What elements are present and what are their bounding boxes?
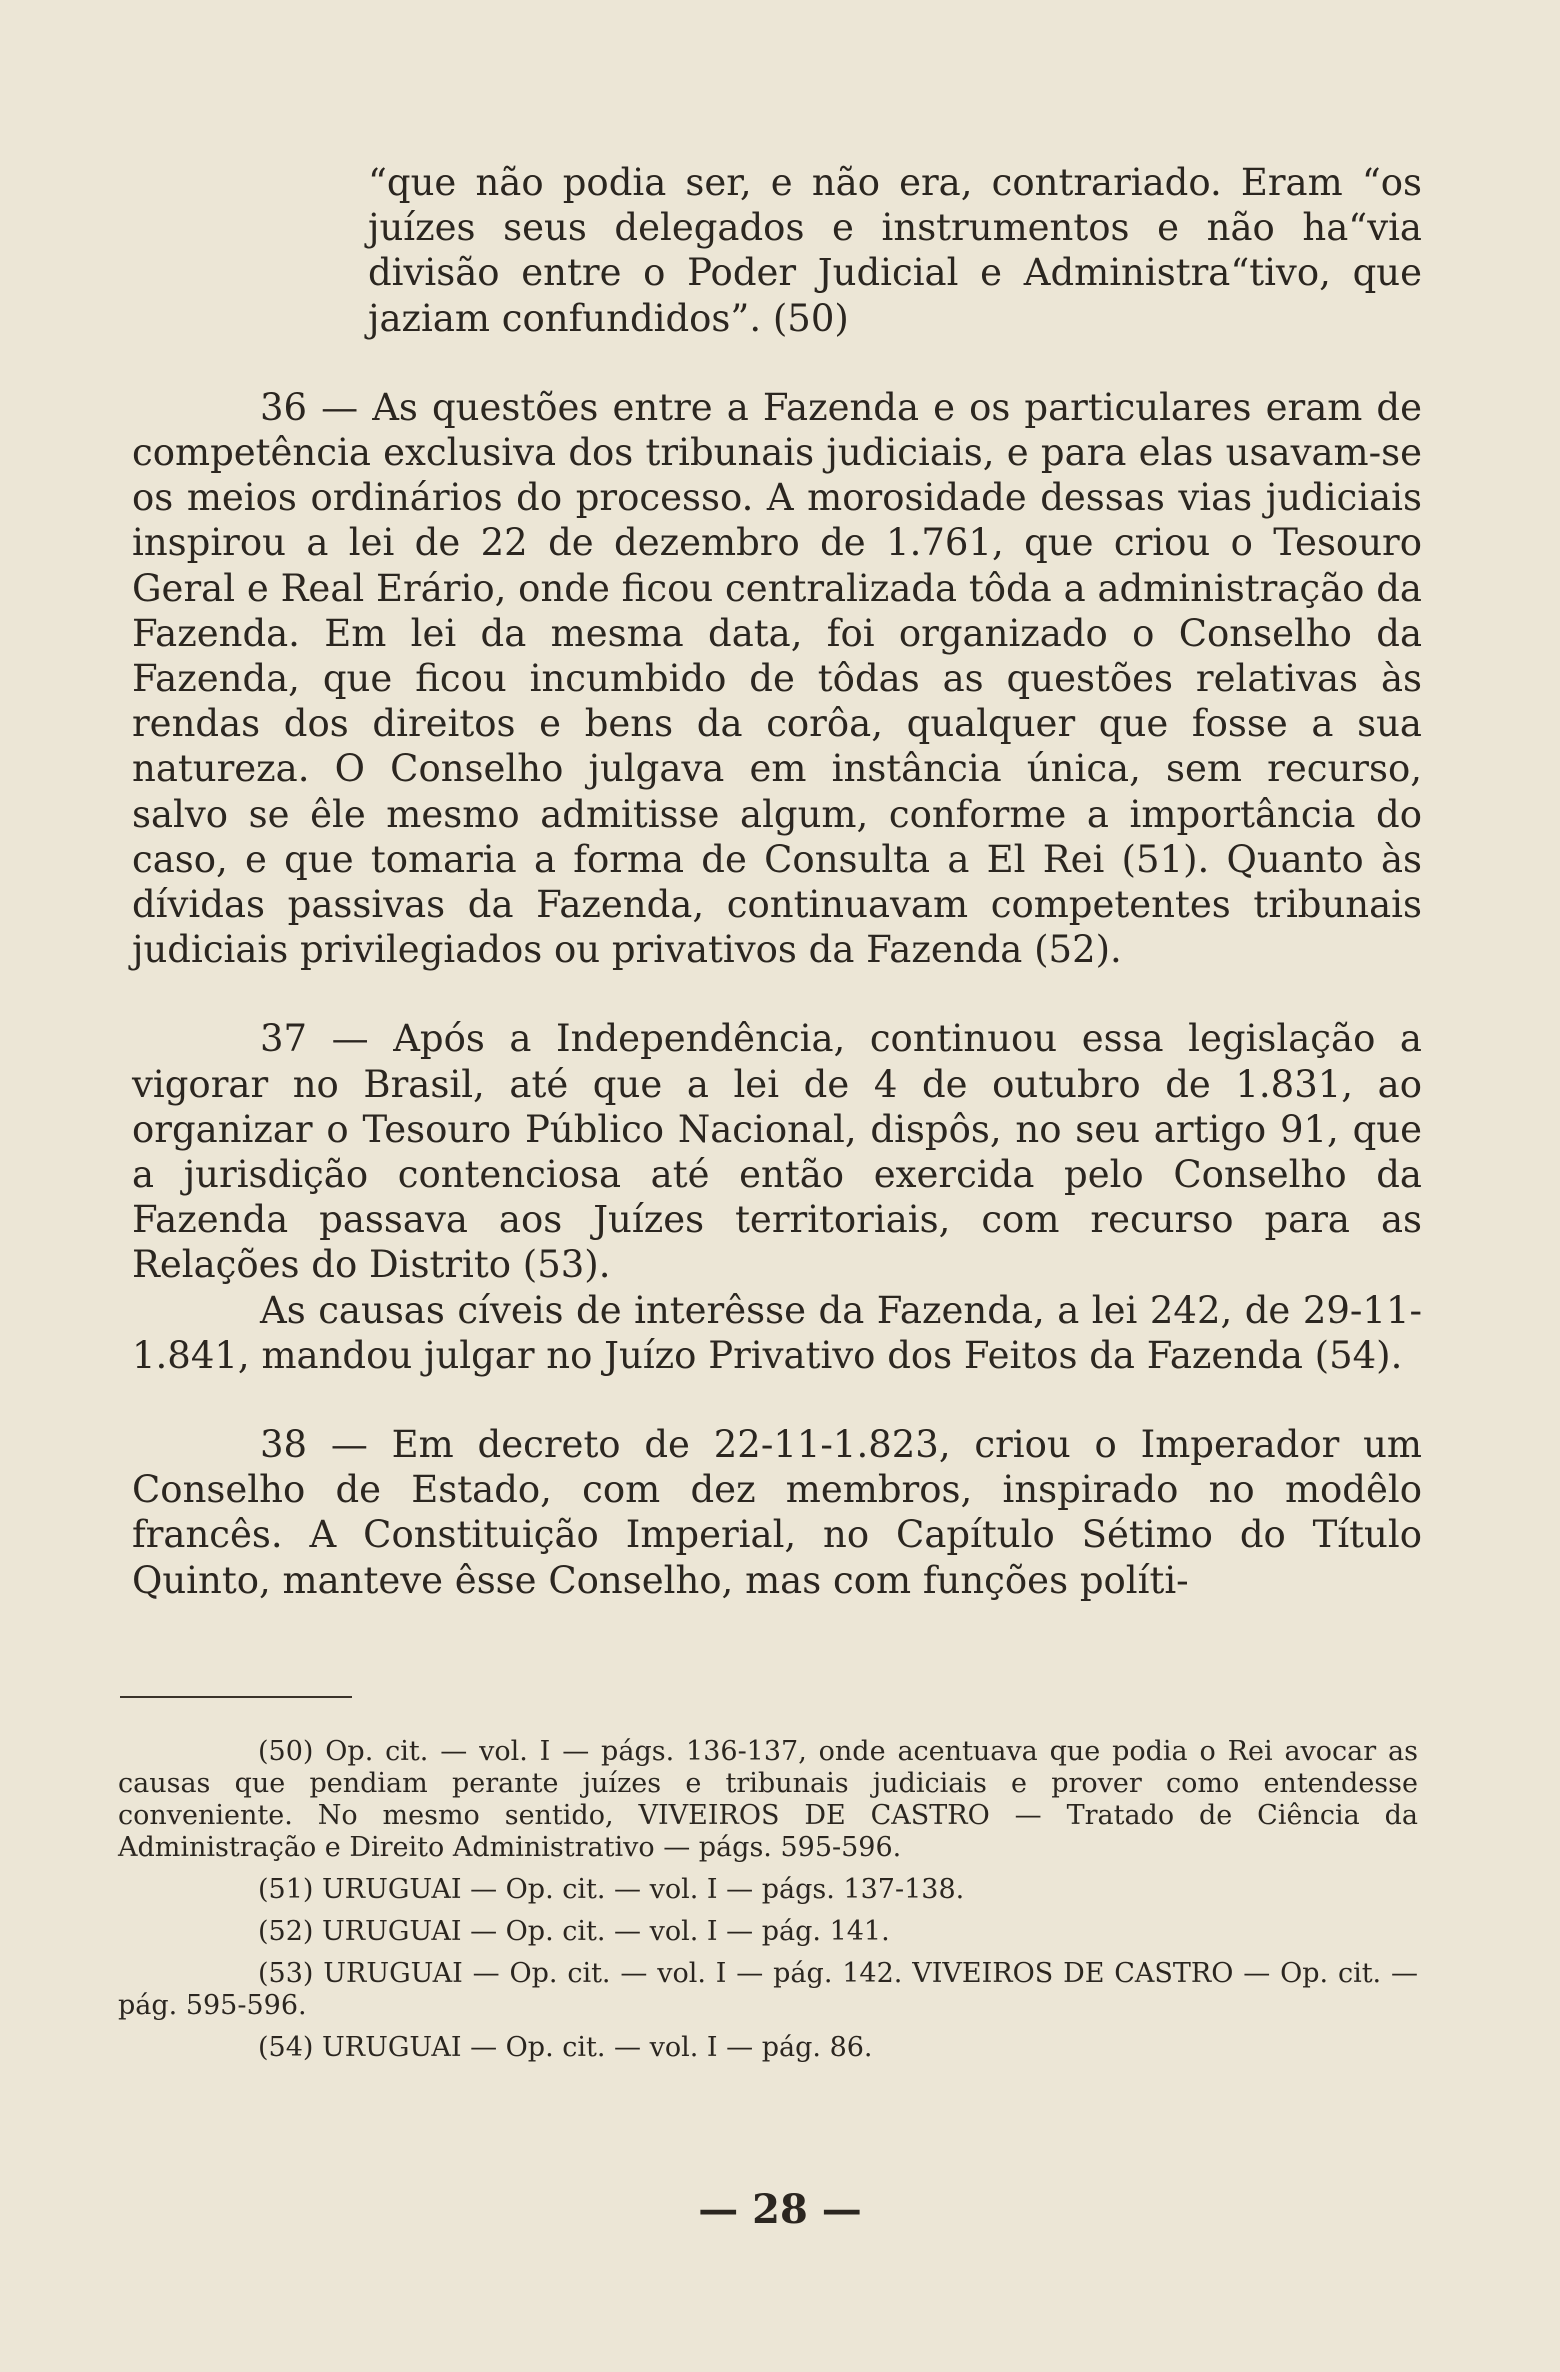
paragraph-36: 36 — As questões entre a Fazenda e os particulares eram de competência exclusiva dos tribunais judiciais, e para elas usavam-se os meios ordinários do processo. A morosidade dessas vias judiciais inspirou a lei de 22 de dezembro de 1.761, que criou o Tesouro Geral e Real Erário, onde ficou centralizada tôda a administração da Fazenda. Em lei da mesma data, foi organizado o Conselho da Fazenda, que ficou incumbido de tôdas as questões relativas às rendas dos direitos e bens da corôa, qualquer que fosse a sua natureza. O Conselho julgava em instância única, sem recurso, salvo se êle mesmo admitisse algum, conforme a importância do caso, e que tomaria a forma de Consulta a El Rei (51). Quanto às dívidas passivas da Fazenda, continuavam competentes tribunais judiciais privilegiados ou privativos da Fazenda (52). xyxy=(132,385,1422,972)
footnote-50: (50) Op. cit. — vol. I — págs. 136-137, onde acentuava que podia o Rei avocar as causas que pendiam perante juízes e tribunais judiciais e prover como entendesse conveniente. No mesmo sentido, VIVEIROS DE CASTRO — Tratado de Ciência da Administração e Direito Administrativo — págs. 595-596. xyxy=(118,1736,1418,1863)
page-number: — 28 — xyxy=(698,2186,862,2233)
paragraph-38: 38 — Em decreto de 22-11-1.823, criou o Imperador um Conselho de Estado, com dez membros, inspirado no modêlo francês. A Constituição Imperial, no Capítulo Sétimo do Título Quinto, manteve êsse Conselho, mas com funções políti- xyxy=(132,1423,1422,1602)
paragraph-37-continued: As causas cíveis de interêsse da Fazenda, a lei 242, de 29-11-1.841, mandou julgar no Juízo Privativo dos Feitos da Fazenda (54). xyxy=(132,1288,1422,1377)
footnote-54: (54) URUGUAI — Op. cit. — vol. I — pág. 86. xyxy=(258,2032,873,2063)
footnote-53: (53) URUGUAI — Op. cit. — vol. I — pág. 142. VIVEIROS DE CASTRO — Op. cit. — pág. 595-596. xyxy=(118,1958,1418,2021)
footnote-52: (52) URUGUAI — Op. cit. — vol. I — pág. 141. xyxy=(258,1916,890,1947)
main-text xyxy=(132,160,1422,1603)
quoted-passage: “que não podia ser, e não era, contrariado. Eram “os juízes seus delegados e instrumentos e não ha“via divisão entre o Poder Judicial e Administra“tivo, que jaziam confundidos”. (50) xyxy=(368,161,1422,340)
footnote-divider xyxy=(120,1696,352,1698)
footnote-51: (51) URUGUAI — Op. cit. — vol. I — págs. 137-138. xyxy=(258,1874,965,1905)
paragraph-37: 37 — Após a Independência, continuou essa legislação a vigorar no Brasil, até que a lei de 4 de outubro de 1.831, ao organizar o Tesouro Público Nacional, dispôs, no seu artigo 91, que a jurisdição contenciosa até então exercida pelo Conselho da Fazenda passava aos Juízes territoriais, com recurso para as Relações do Distrito (53). xyxy=(132,1017,1422,1287)
footnotes xyxy=(118,1736,1418,2074)
